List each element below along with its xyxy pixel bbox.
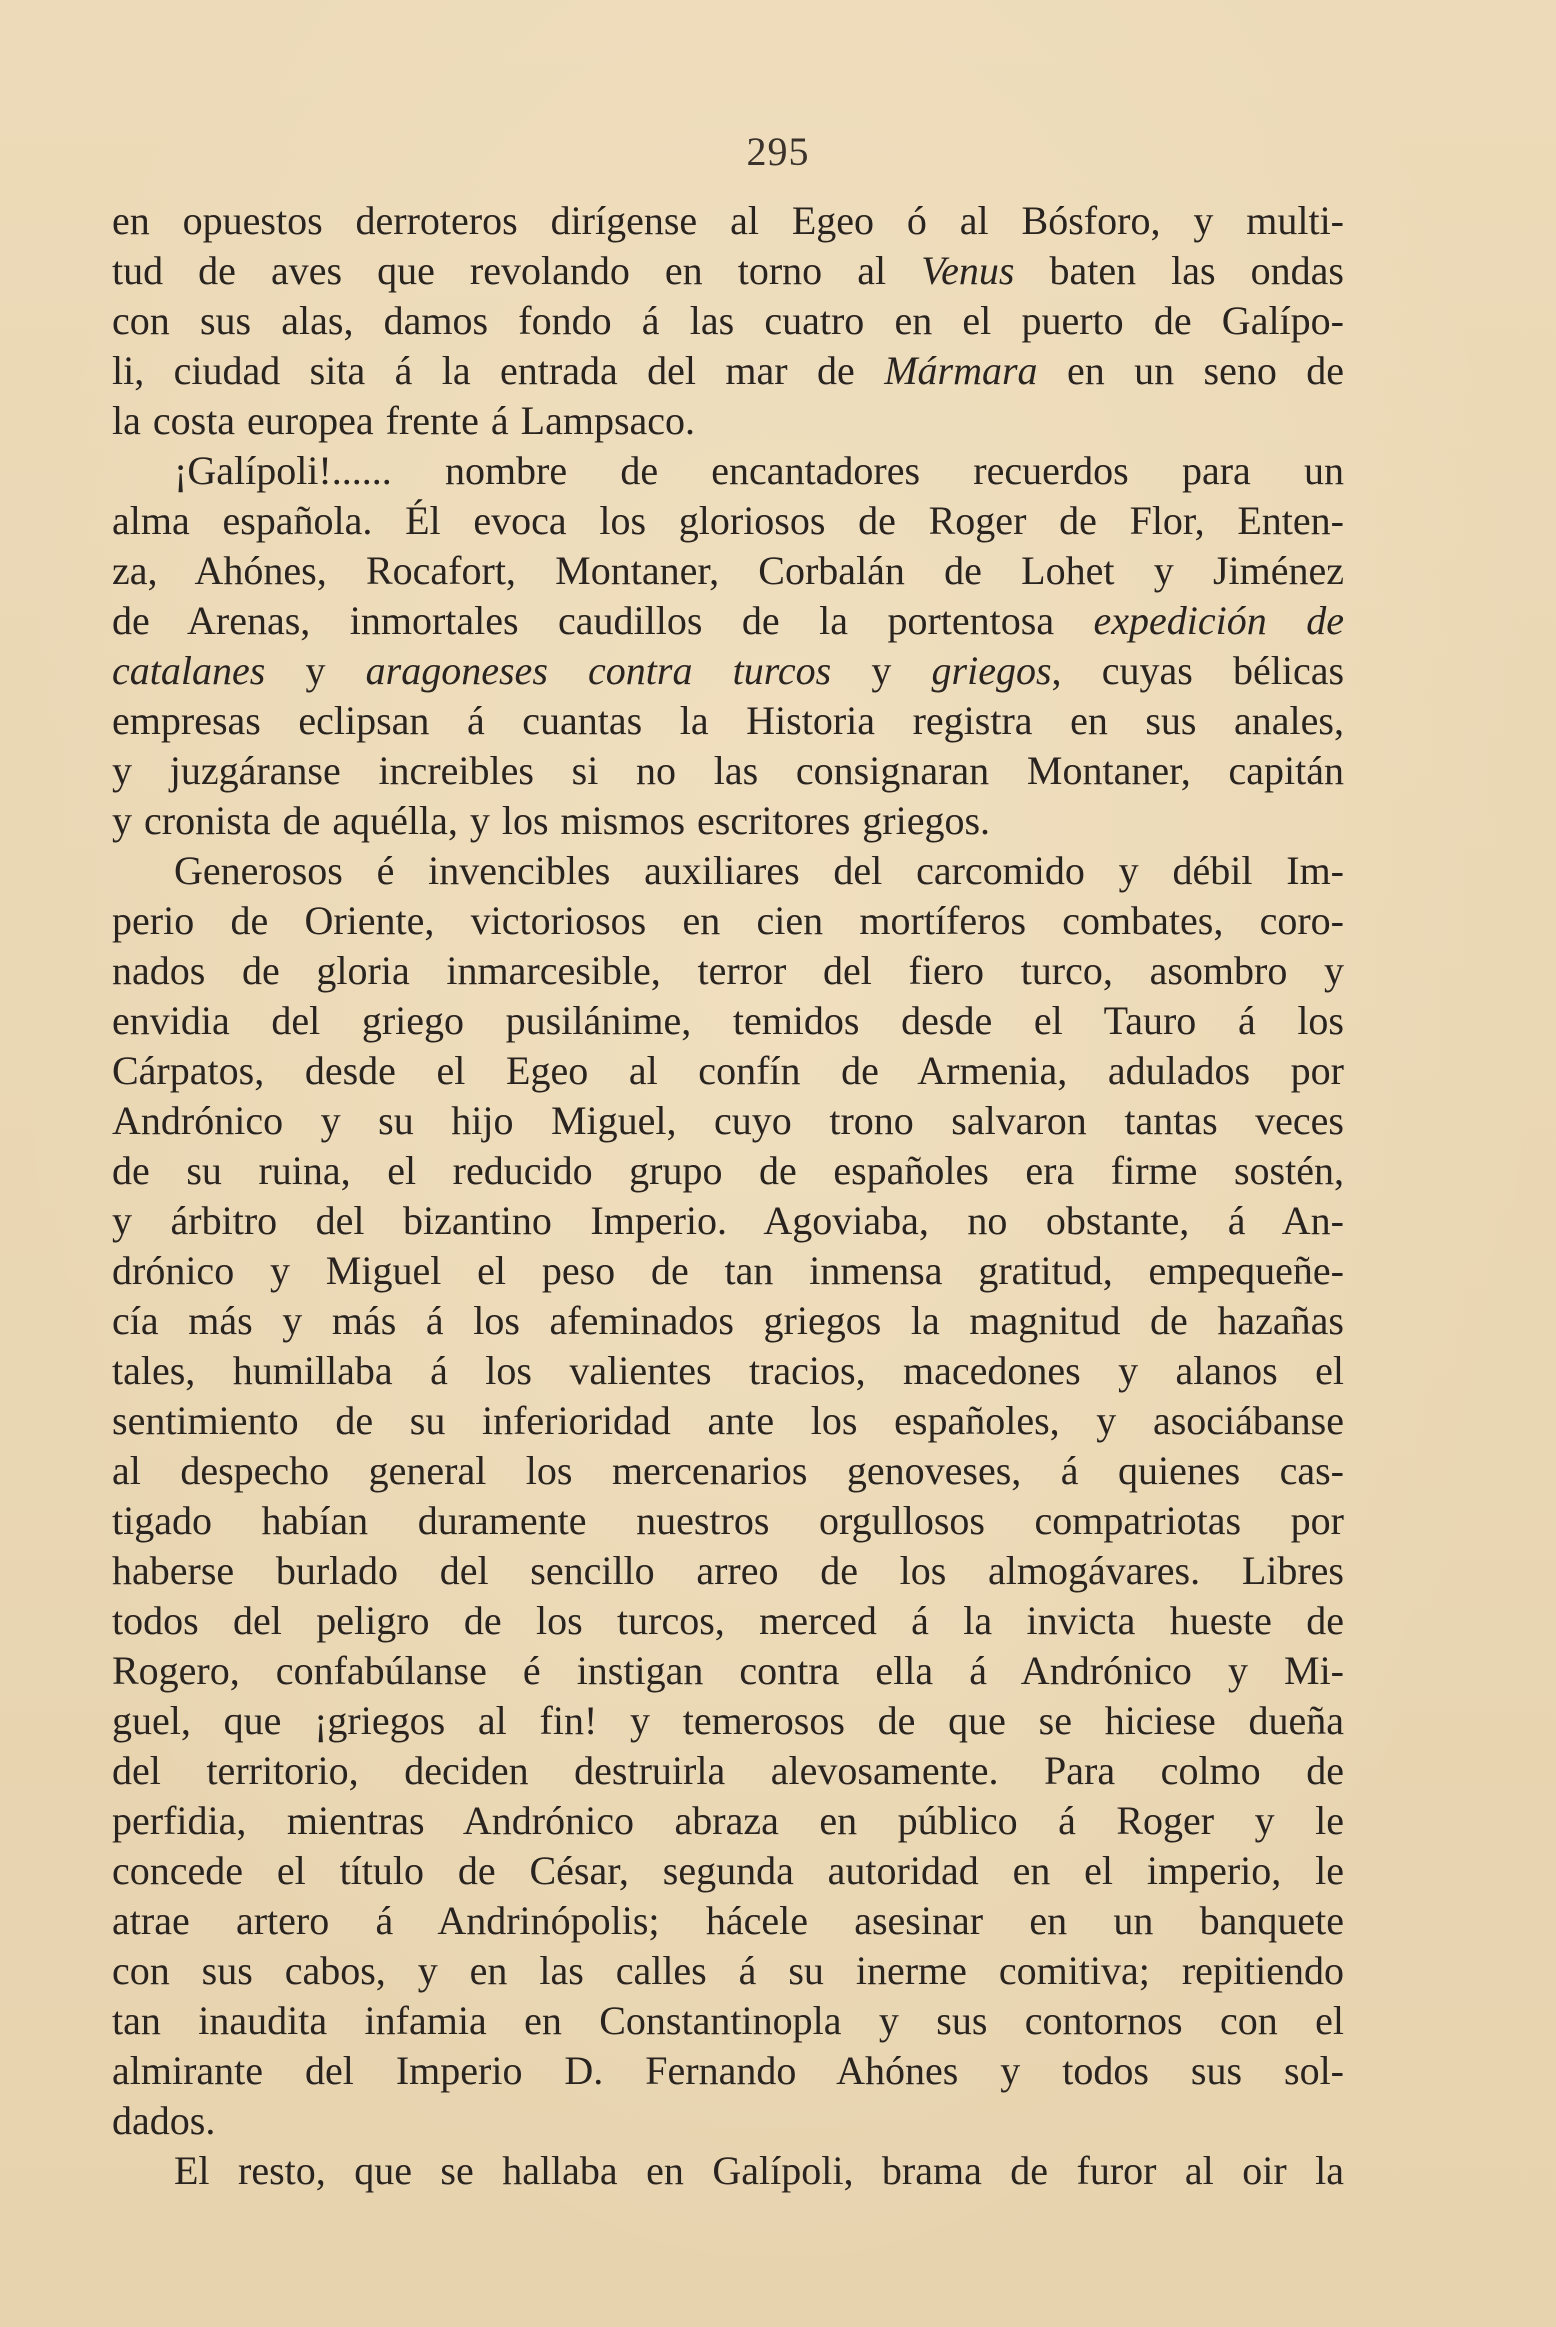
text-line: za, Ahónes, Rocafort, Montaner, Corbalán de Lohet y Jiménez	[112, 548, 1344, 593]
text-line: perfidia, mientras Andrónico abraza en público á Roger y le	[112, 1798, 1344, 1843]
text-line: tigado habían duramente nuestros orgullosos compatriotas por	[112, 1498, 1344, 1543]
text-line: haberse burlado del sencillo arreo de los almogávares. Libres	[112, 1548, 1344, 1593]
text-line: con sus cabos, y en las calles á su inerme comitiva; repitiendo	[112, 1948, 1344, 1993]
text-line: li, ciudad sita á la entrada del mar de Mármara en un seno de	[112, 348, 1344, 393]
text-line: Rogero, confabúlanse é instigan contra ella á Andrónico y Mi-	[112, 1648, 1344, 1693]
text-line: Cárpatos, desde el Egeo al confín de Armenia, adulados por	[112, 1048, 1344, 1093]
text-line: dados.	[112, 2098, 216, 2143]
text-line: de Arenas, inmortales caudillos de la portentosa expedición de	[112, 598, 1344, 643]
text-line: al despecho general los mercenarios genoveses, á quienes cas-	[112, 1448, 1344, 1493]
text-line: catalanes y aragoneses contra turcos y griegos, cuyas bélicas	[112, 648, 1345, 693]
text-line: y árbitro del bizantino Imperio. Agoviaba, no obstante, á An-	[112, 1198, 1344, 1243]
text-line: empresas eclipsan á cuantas la Historia registra en sus anales,	[112, 698, 1344, 743]
text-line: sentimiento de su inferioridad ante los españoles, y asociábanse	[112, 1398, 1344, 1443]
text-line: El resto, que se hallaba en Galípoli, brama de furor al oir la	[174, 2148, 1344, 2193]
text-line: Andrónico y su hijo Miguel, cuyo trono salvaron tantas veces	[112, 1098, 1344, 1143]
text-line: y juzgáranse increibles si no las consignaran Montaner, capitán	[112, 748, 1344, 793]
text-line: guel, que ¡griegos al fin! y temerosos de que se hiciese dueña	[112, 1698, 1344, 1743]
text-line: en opuestos derroteros dirígense al Egeo ó al Bósforo, y multi-	[112, 198, 1344, 243]
text-line: alma española. Él evoca los gloriosos de Roger de Flor, Enten-	[112, 498, 1344, 543]
text-line: todos del peligro de los turcos, merced á la invicta hueste de	[112, 1598, 1344, 1643]
text-line: tud de aves que revolando en torno al Venus baten las ondas	[112, 248, 1344, 293]
text-line: almirante del Imperio D. Fernando Ahónes y todos sus sol-	[112, 2048, 1344, 2093]
text-line: cía más y más á los afeminados griegos la magnitud de hazañas	[112, 1298, 1344, 1343]
text-line: drónico y Miguel el peso de tan inmensa gratitud, empequeñe-	[112, 1248, 1344, 1293]
text-line: y cronista de aquélla, y los mismos escritores griegos.	[112, 798, 991, 843]
text-line: tan inaudita infamia en Constantinopla y sus contornos con el	[112, 1998, 1344, 2043]
text-line: de su ruina, el reducido grupo de españoles era firme sostén,	[112, 1148, 1344, 1193]
text-line: concede el título de César, segunda autoridad en el imperio, le	[112, 1848, 1344, 1893]
text-line: atrae artero á Andrinópolis; hácele asesinar en un banquete	[112, 1898, 1344, 1943]
text-line: nados de gloria inmarcesible, terror del fiero turco, asombro y	[112, 948, 1344, 993]
page-number: 295	[746, 129, 810, 174]
text-line: del territorio, deciden destruirla alevosamente. Para colmo de	[112, 1748, 1344, 1793]
body-text	[112, 196, 1344, 2196]
text-line: la costa europea frente á Lampsaco.	[112, 398, 696, 443]
text-line: ¡Galípoli!...... nombre de encantadores recuerdos para un	[174, 448, 1344, 493]
text-line: con sus alas, damos fondo á las cuatro en el puerto de Galípo-	[112, 298, 1344, 343]
text-line: envidia del griego pusilánime, temidos desde el Tauro á los	[112, 998, 1344, 1043]
text-line: tales, humillaba á los valientes tracios, macedones y alanos el	[112, 1348, 1344, 1393]
text-line: perio de Oriente, victoriosos en cien mortíferos combates, coro-	[112, 898, 1344, 943]
text-line: Generosos é invencibles auxiliares del carcomido y débil Im-	[174, 848, 1344, 893]
